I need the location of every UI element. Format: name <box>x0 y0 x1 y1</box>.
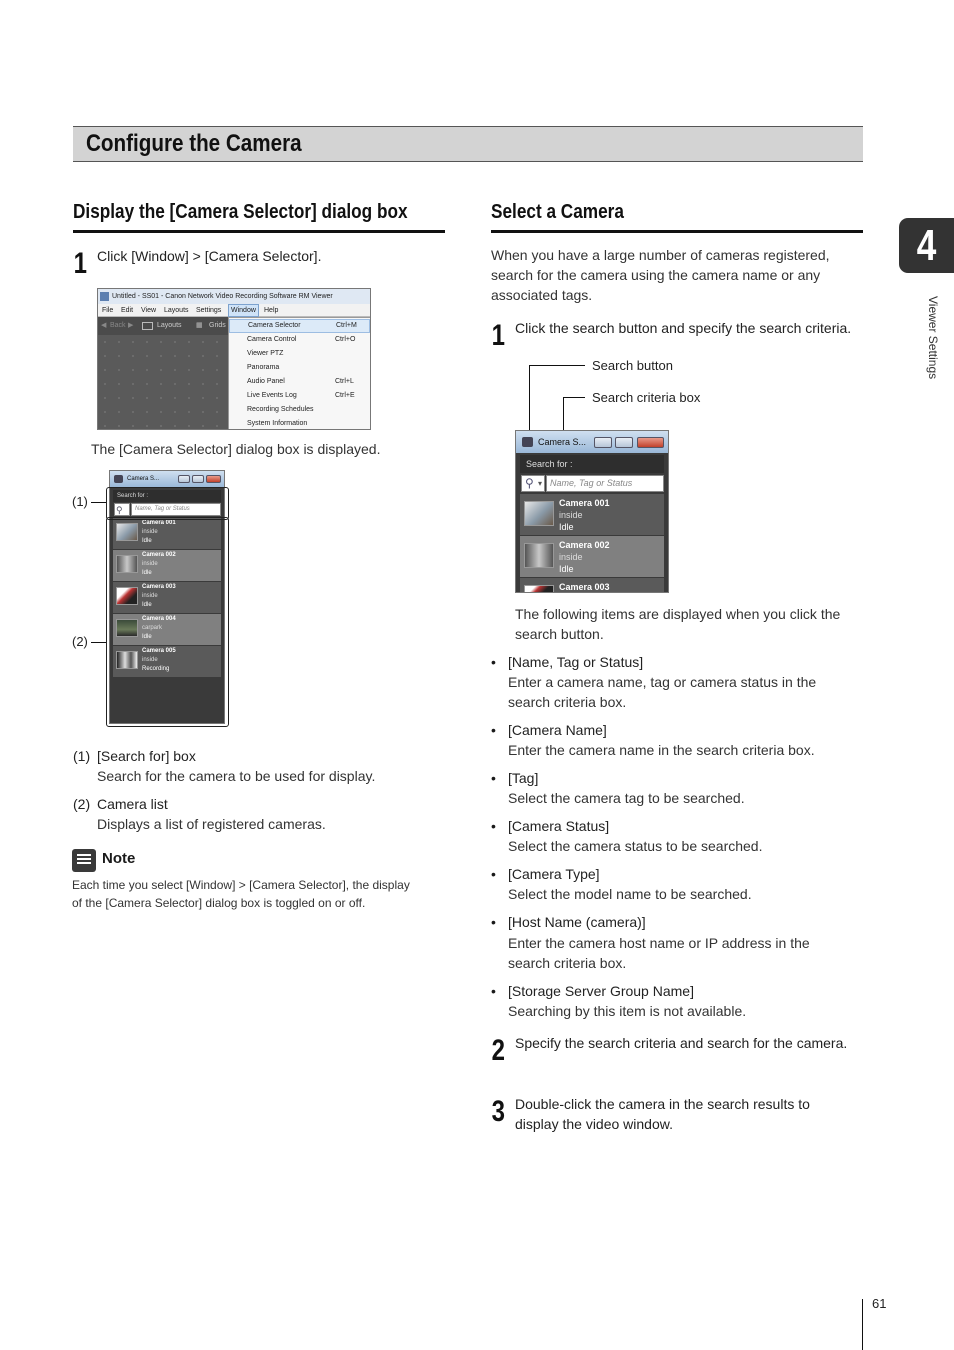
camera-name: Camera 003 <box>559 582 610 592</box>
search-for-label: Search for : <box>520 455 664 473</box>
camera-list-item[interactable] <box>520 578 664 593</box>
camera-location: carpark <box>142 625 163 631</box>
bullet-1-desc-1: Enter a camera name, tag or camera status in the <box>508 674 817 690</box>
menu-view[interactable]: View <box>141 307 157 314</box>
search-button[interactable] <box>521 475 545 492</box>
grids-button[interactable]: Grids <box>209 322 226 329</box>
bullet-1-term: [Name, Tag or Status] <box>508 654 644 670</box>
right-step-2-text: Specify the search criteria and search for the camera. <box>515 1035 848 1051</box>
bullet-6-desc-1: Enter the camera host name or IP address in the <box>508 935 810 951</box>
camera-thumbnail <box>524 543 554 568</box>
minimize-button[interactable] <box>178 475 190 483</box>
menu-help[interactable]: Help <box>264 307 279 314</box>
camera-status: Idle <box>142 570 152 576</box>
camera-location: inside <box>142 561 158 567</box>
back-arrow-icon: ◀ <box>101 322 107 329</box>
following-line-1: The following items are displayed when you click the <box>515 606 841 622</box>
camera-list-outline <box>106 517 229 727</box>
page-title: Configure the Camera <box>86 130 302 157</box>
note-icon <box>72 849 96 872</box>
bullet-5-desc-1: Select the model name to be searched. <box>508 886 752 902</box>
toolbar <box>98 317 228 335</box>
camera-thumbnail <box>524 585 554 593</box>
menu-item-system-information[interactable]: System Information <box>247 420 308 427</box>
search-button-label: Search button <box>592 358 673 373</box>
menu-layouts[interactable]: Layouts <box>164 307 189 314</box>
def-1-term: [Search for] box <box>97 748 196 764</box>
layout-grid-area <box>98 335 228 430</box>
app-title: Untitled - SS01 - Canon Network Video Recording Software RM Viewer <box>112 293 333 300</box>
window-menu-screenshot <box>97 288 371 430</box>
bullet-dot: • <box>491 866 496 882</box>
right-step-1-text: Click the search button and specify the search criteria. <box>515 320 852 336</box>
search-criteria-box-label: Search criteria box <box>592 390 701 405</box>
camera-status: Recording <box>142 666 170 672</box>
camera-name: Camera 002 <box>559 540 610 550</box>
layouts-icon <box>142 322 153 330</box>
bullet-3-desc-1: Select the camera tag to be searched. <box>508 790 745 806</box>
camera-name: Camera 002 <box>142 552 176 558</box>
bullet-dot: • <box>491 983 496 999</box>
search-button-callout-h <box>529 365 585 366</box>
callout-1-line <box>91 502 106 503</box>
bullet-dot: • <box>491 722 496 738</box>
camera-list-item[interactable] <box>520 494 664 535</box>
camera-status: Idle <box>559 522 574 532</box>
camera-status: Idle <box>559 564 574 574</box>
bullet-dot: • <box>491 770 496 786</box>
chapter-label: Viewer Settings <box>926 296 940 380</box>
close-button[interactable] <box>206 475 221 483</box>
camera-location: inside <box>142 657 158 663</box>
bullet-2-term: [Camera Name] <box>508 722 607 738</box>
right-step-1-number: 1 <box>491 319 506 352</box>
camera-list-item[interactable] <box>520 536 664 577</box>
def-2-desc: Displays a list of registered cameras. <box>97 816 326 832</box>
def-2-term: Camera list <box>97 796 168 812</box>
back-button[interactable]: Back <box>110 322 126 329</box>
search-for-box-outline <box>106 487 229 520</box>
camera-icon <box>522 437 533 447</box>
following-line-2: search button. <box>515 626 604 642</box>
menubar <box>98 304 371 317</box>
camera-location: inside <box>142 529 158 535</box>
app-icon <box>100 292 109 301</box>
callout-2-label: (2) <box>72 634 88 649</box>
left-caption: The [Camera Selector] dialog box is displayed. <box>91 441 381 457</box>
camera-status: Idle <box>142 634 152 640</box>
camera-name: Camera 001 <box>142 520 176 526</box>
menu-settings[interactable]: Settings <box>196 307 222 314</box>
bullet-5-term: [Camera Type] <box>508 866 600 882</box>
search-criteria-input[interactable]: Name, Tag or Status <box>546 475 664 492</box>
bullet-dot: • <box>491 654 496 670</box>
right-step-3-text-line-1: Double-click the camera in the search results to <box>515 1096 810 1112</box>
camera-name: Camera 004 <box>142 616 176 622</box>
bullet-7-desc-1: Searching by this item is not available. <box>508 1003 747 1019</box>
note-title: Note <box>102 850 136 867</box>
note-text-line-2: of the [Camera Selector] dialog box is toggled on or off. <box>72 896 366 910</box>
camera-name: Camera 005 <box>142 648 176 654</box>
menu-edit[interactable]: Edit <box>121 307 134 314</box>
bullet-2-desc-1: Enter the camera name in the search criteria box. <box>508 742 815 758</box>
right-step-3-text-line-2: display the video window. <box>515 1116 673 1132</box>
close-button[interactable] <box>637 437 664 448</box>
layouts-button[interactable]: Layouts <box>157 322 182 329</box>
grids-icon: ▦ <box>196 322 203 329</box>
callout-2-line <box>91 642 106 643</box>
camera-location: inside <box>142 593 158 599</box>
bullet-4-desc-1: Select the camera status to be searched. <box>508 838 763 854</box>
window-dropdown-menu <box>228 317 371 430</box>
intro-line-1: When you have a large number of cameras registered, <box>491 247 830 263</box>
camera-status: Idle <box>142 602 152 608</box>
def-1-num: (1) <box>73 748 91 764</box>
menu-item-camera-control[interactable]: Camera Control Ctrl+O <box>247 336 356 343</box>
forward-arrow-icon: ▶ <box>128 322 134 329</box>
camera-status: Idle <box>142 538 152 544</box>
menu-item-camera-selector[interactable]: Camera Selector Ctrl+M <box>229 319 370 333</box>
camera-thumbnail <box>524 501 554 526</box>
menu-window[interactable]: Window <box>228 304 259 317</box>
page-number: 61 <box>872 1296 887 1311</box>
search-for-label: Search for : <box>113 490 221 502</box>
left-section-rule <box>73 230 445 233</box>
app-titlebar <box>98 289 371 304</box>
camera-location: inside <box>559 510 583 520</box>
magnifier-icon: ⚲ <box>525 476 534 490</box>
def-2-num: (2) <box>73 796 91 812</box>
menu-item-audio-panel[interactable]: Audio Panel Ctrl+L <box>247 378 354 385</box>
camera-list <box>520 494 664 593</box>
camera-selector-titlebar <box>516 431 668 453</box>
maximize-button[interactable] <box>192 475 204 483</box>
bullet-3-term: [Tag] <box>508 770 539 786</box>
right-section-rule <box>491 230 863 233</box>
camera-selector-titlebar <box>110 471 224 487</box>
dropdown-arrow-icon: ▾ <box>538 479 543 488</box>
camera-selector-title: Camera S... <box>127 476 160 482</box>
left-step-1-number: 1 <box>73 247 88 280</box>
camera-selector-screenshot-large <box>515 430 669 593</box>
bullet-4-term: [Camera Status] <box>508 818 610 834</box>
camera-selector-title: Camera S... <box>538 437 587 447</box>
bullet-dot: • <box>491 914 496 930</box>
camera-name: Camera 003 <box>142 584 176 590</box>
bullet-7-term: [Storage Server Group Name] <box>508 983 694 999</box>
right-step-3-number: 3 <box>491 1095 506 1128</box>
menu-item-panorama[interactable]: Panorama <box>247 364 280 371</box>
page-number-rule <box>862 1299 863 1350</box>
right-step-2-number: 2 <box>491 1034 506 1067</box>
menu-item-recording-schedules[interactable]: Recording Schedules <box>247 406 314 413</box>
chapter-number: 4 <box>916 221 937 270</box>
left-step-1-text: Click [Window] > [Camera Selector]. <box>97 248 322 264</box>
def-1-desc: Search for the camera to be used for display. <box>97 768 376 784</box>
magnifier-icon: ⚲ <box>116 505 123 515</box>
minimize-button[interactable] <box>594 437 612 448</box>
menu-file[interactable]: File <box>102 307 114 314</box>
camera-icon <box>114 475 123 483</box>
callout-1-label: (1) <box>72 494 88 509</box>
search-criteria-input[interactable]: Name, Tag or Status <box>131 503 221 516</box>
note-text-line-1: Each time you select [Window] > [Camera Selector], the display <box>72 878 410 892</box>
search-box-callout-h <box>563 397 585 398</box>
camera-name: Camera 001 <box>559 498 610 508</box>
intro-line-2: search for the camera using the camera name or any <box>491 267 821 283</box>
left-section-title: Display the [Camera Selector] dialog box <box>73 201 408 223</box>
right-section-title: Select a Camera <box>491 201 624 223</box>
bullet-6-term: [Host Name (camera)] <box>508 914 646 930</box>
bullet-6-desc-2: search criteria box. <box>508 955 627 971</box>
bullet-1-desc-2: search criteria box. <box>508 694 627 710</box>
intro-line-3: associated tags. <box>491 287 593 303</box>
camera-location: inside <box>559 552 583 562</box>
menu-item-viewer-ptz[interactable]: Viewer PTZ <box>247 350 284 357</box>
maximize-button[interactable] <box>615 437 633 448</box>
bullet-dot: • <box>491 818 496 834</box>
menu-item-live-events-log[interactable]: Live Events Log Ctrl+E <box>247 392 355 399</box>
